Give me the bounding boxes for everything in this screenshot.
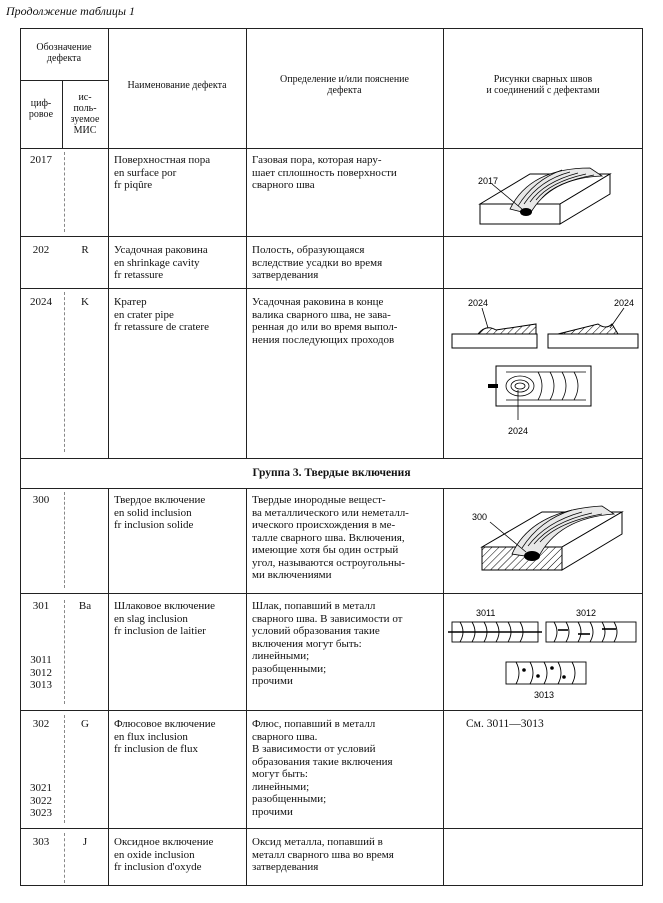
row-definition: Твердые инородные вещест- ва металлического или неметалл- ического происхождения в ме- талле сварного шва. Включения, имеющие хотя бы один острый угол, называются остроугольны- ми включениями — [252, 494, 409, 581]
row-subcodes: 3021 3022 3023 — [30, 782, 52, 819]
row-name: Шлаковое включение en slag inclusion fr inclusion de laitier — [114, 600, 216, 637]
figure-label: 2024 — [508, 426, 529, 436]
row-iiw: J — [82, 836, 88, 848]
table-caption: Продолжение таблицы 1 — [6, 4, 136, 18]
figure-label: 300 — [472, 512, 488, 522]
row-iiw: G — [81, 718, 89, 730]
rule — [443, 488, 444, 886]
rule — [20, 593, 643, 594]
row-iiw: Ba — [78, 600, 92, 612]
row-iiw: R — [81, 244, 89, 256]
rule — [20, 458, 643, 459]
row-name: Поверхностная пора en surface por fr piqûre — [114, 154, 211, 191]
rule — [20, 828, 643, 829]
figure-label: 2017 — [478, 176, 499, 186]
figure-label: 2024 — [614, 298, 635, 308]
row-name: Флюсовое включение en flux inclusion fr inclusion de flux — [114, 718, 216, 755]
row-iiw: K — [81, 296, 89, 308]
row-code: 2017 — [30, 154, 52, 166]
rule — [64, 292, 65, 452]
row-code: 300 — [32, 494, 50, 506]
header-drawings: Рисунки сварных швов и соединений с дефектами — [486, 74, 600, 96]
crater-pipe-drawing — [448, 294, 643, 444]
row-code: 202 — [32, 244, 50, 256]
header-definition: Определение и/или пояснение дефекта — [280, 74, 409, 96]
rule — [108, 28, 109, 458]
row-name: Усадочная раковина en shrinkage cavity fr retassure — [114, 244, 208, 281]
rule — [246, 488, 247, 886]
group-title: Группа 3. Твердые включения — [252, 467, 411, 479]
header-designation: Обозначение дефекта — [36, 42, 92, 64]
row-definition: Флюс, попавший в металл сварного шва. В зависимости от условий образования такие включения могут быть: линейными; разобщенными; прочими — [252, 718, 393, 818]
rule — [20, 288, 643, 289]
row-definition: Газовая пора, которая нару- шает сплошность поверхности сварного шва — [252, 154, 397, 191]
solid-inclusion-drawing — [462, 492, 632, 582]
figure-label: 3013 — [534, 690, 555, 700]
slag-inclusion-drawing — [446, 598, 640, 704]
rule — [20, 710, 643, 711]
header-name: Наименование дефекта — [127, 80, 227, 91]
row-drawing-reference: См. 3011—3013 — [466, 718, 544, 730]
row-code: 301 — [32, 600, 50, 612]
figure-label: 3012 — [576, 608, 597, 618]
row-name: Оксидное включение en oxide inclusion fr inclusion d'oxyde — [114, 836, 214, 873]
header-numeric: циф- ровое — [28, 98, 54, 120]
header-iiw: ис- поль- зуемое МИС — [70, 92, 100, 136]
row-definition: Шлак, попавший в металл сварного шва. В зависимости от условий образования такие включения могут быть: линейными; разобщенными; прочими — [252, 600, 403, 687]
row-name: Твердое включение en solid inclusion fr inclusion solide — [114, 494, 206, 531]
figure-label: 3011 — [476, 608, 496, 618]
row-name: Кратер en crater pipe fr retassure de cratere — [114, 296, 209, 333]
rule — [64, 715, 65, 823]
rule — [20, 488, 643, 489]
rule — [64, 152, 65, 232]
surface-pore-drawing — [470, 154, 620, 234]
rule — [20, 148, 643, 149]
rule — [64, 600, 65, 704]
rule — [64, 492, 65, 588]
row-code: 302 — [32, 718, 50, 730]
figure-label: 2024 — [468, 298, 489, 308]
row-code: 303 — [32, 836, 50, 848]
rule — [20, 236, 643, 237]
row-definition: Полость, образующаяся вследствие усадки во время затвердевания — [252, 244, 383, 281]
row-code: 2024 — [30, 296, 52, 308]
rule — [20, 80, 108, 81]
row-subcodes: 3011 3012 3013 — [30, 654, 52, 691]
row-definition: Оксид металла, попавший в металл сварного шва во время затвердевания — [252, 836, 394, 873]
row-definition: Усадочная раковина в конце валикa сварного шва, не зава- ренная до или во время выпол- нения последующих проходов — [252, 296, 398, 346]
rule — [108, 488, 109, 886]
